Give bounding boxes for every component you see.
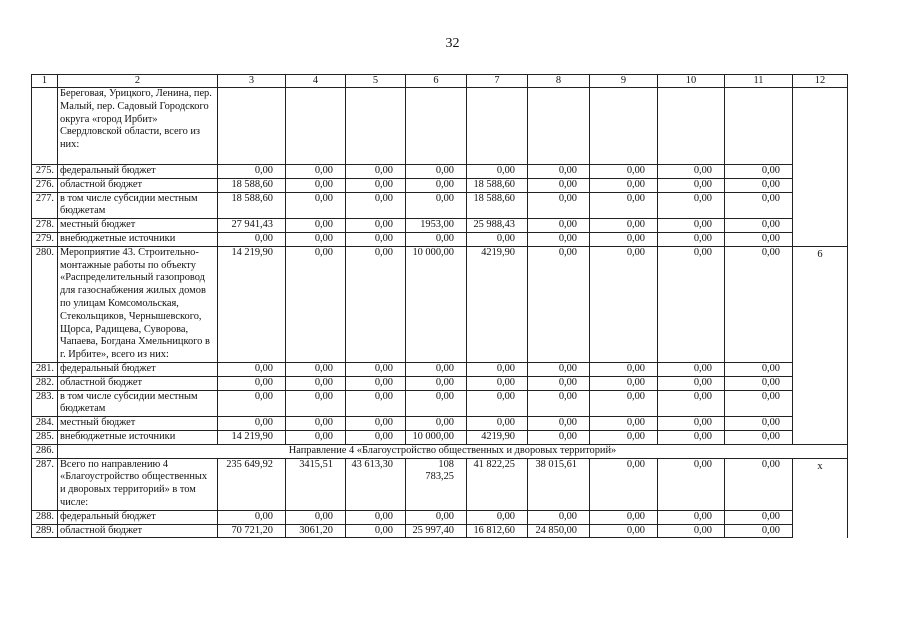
- header-cell: 2: [58, 75, 218, 88]
- value-cell: 0,00: [467, 232, 528, 246]
- row-label: внебюджетные источники: [58, 430, 218, 444]
- value-cell: 0,00: [528, 376, 590, 390]
- value-cell: 0,00: [725, 376, 793, 390]
- value-cell: 38 015,61: [528, 458, 590, 510]
- value-cell: 0,00: [658, 178, 725, 192]
- value-cell: 0,00: [406, 376, 467, 390]
- row-label: федеральный бюджет: [58, 165, 218, 179]
- value-cell: 0,00: [725, 524, 793, 538]
- value-cell: 0,00: [346, 246, 406, 362]
- value-cell: 0,00: [218, 376, 286, 390]
- empty-cell: [793, 165, 848, 179]
- value-cell: 70 721,20: [218, 524, 286, 538]
- value-cell: 0,00: [658, 417, 725, 431]
- section-heading: Направление 4 «Благоустройство общественных и дворовых территорий»: [58, 444, 848, 458]
- value-cell: 0,00: [658, 524, 725, 538]
- empty-cell: [793, 417, 848, 431]
- row-number-cell: 286.: [32, 444, 58, 458]
- header-cell: 11: [725, 75, 793, 88]
- row-number-cell: 275.: [32, 165, 58, 179]
- row-number-cell: 276.: [32, 178, 58, 192]
- table-row: [32, 510, 848, 524]
- row-label: местный бюджет: [58, 219, 218, 233]
- row-label: в том числе субсидии местным бюджетам: [58, 390, 218, 417]
- value-cell: 0,00: [658, 458, 725, 510]
- value-cell: 27 941,43: [218, 219, 286, 233]
- value-cell: 0,00: [286, 376, 346, 390]
- value-cell: 0,00: [658, 246, 725, 362]
- empty-cell: [406, 88, 467, 165]
- value-cell: 0,00: [286, 362, 346, 376]
- value-cell: 14 219,90: [218, 246, 286, 362]
- value-cell: 0,00: [590, 510, 658, 524]
- value-cell: 0,00: [725, 362, 793, 376]
- value-cell: 0,00: [590, 362, 658, 376]
- value-cell: 0,00: [528, 192, 590, 219]
- value-cell: 25 997,40: [406, 524, 467, 538]
- table-row: [32, 376, 848, 390]
- value-cell: 0,00: [725, 192, 793, 219]
- value-cell: 0,00: [725, 232, 793, 246]
- row-label: федеральный бюджет: [58, 362, 218, 376]
- empty-cell: [793, 510, 848, 524]
- page-number: 32: [445, 36, 460, 51]
- value-cell: 24 850,00: [528, 524, 590, 538]
- value-cell: 18 588,60: [467, 192, 528, 219]
- table-row: [32, 458, 848, 510]
- header-cell: 7: [467, 75, 528, 88]
- value-cell: 10 000,00: [406, 430, 467, 444]
- reference-cell: x: [793, 458, 848, 510]
- value-cell: 4219,90: [467, 246, 528, 362]
- value-cell: 0,00: [725, 178, 793, 192]
- value-cell: 25 988,43: [467, 219, 528, 233]
- empty-cell: [286, 88, 346, 165]
- value-cell: 0,00: [406, 165, 467, 179]
- empty-cell: [528, 88, 590, 165]
- value-cell: 0,00: [406, 232, 467, 246]
- value-cell: 3415,51: [286, 458, 346, 510]
- value-cell: 0,00: [346, 178, 406, 192]
- row-label: внебюджетные источники: [58, 232, 218, 246]
- value-cell: 0,00: [218, 417, 286, 431]
- value-cell: 0,00: [286, 178, 346, 192]
- value-cell: 0,00: [346, 430, 406, 444]
- value-cell: 18 588,60: [218, 178, 286, 192]
- table-row: [32, 192, 848, 219]
- header-row: [32, 75, 848, 88]
- header-cell: 8: [528, 75, 590, 88]
- value-cell: 0,00: [346, 376, 406, 390]
- value-cell: 3061,20: [286, 524, 346, 538]
- value-cell: 0,00: [725, 417, 793, 431]
- empty-cell: [793, 232, 848, 246]
- value-cell: 0,00: [406, 178, 467, 192]
- value-cell: 0,00: [286, 510, 346, 524]
- value-cell: 108 783,25: [406, 458, 467, 510]
- table-row: [32, 246, 848, 362]
- value-cell: 0,00: [528, 430, 590, 444]
- empty-cell: [793, 178, 848, 192]
- value-cell: 0,00: [406, 417, 467, 431]
- row-label: местный бюджет: [58, 417, 218, 431]
- value-cell: 0,00: [725, 390, 793, 417]
- row-number-cell: 288.: [32, 510, 58, 524]
- value-cell: 18 588,60: [218, 192, 286, 219]
- value-cell: 0,00: [346, 165, 406, 179]
- value-cell: 0,00: [590, 376, 658, 390]
- value-cell: 0,00: [528, 165, 590, 179]
- row-label: Мероприятие 43. Строительно-монтажные работы по объекту «Распределительный газопровод для газоснабжения жилых домов по улицам Комсомольская, Стекольщиков, Чернышевского, Щорса, Радищева, Суворова, Чапаева, Богдана Хмельницкого в г. Ирбите», всего из них:: [58, 246, 218, 362]
- row-label: областной бюджет: [58, 524, 218, 538]
- value-cell: 0,00: [286, 165, 346, 179]
- value-cell: 0,00: [286, 219, 346, 233]
- empty-cell: [793, 524, 848, 538]
- header-cell: 10: [658, 75, 725, 88]
- value-cell: 0,00: [346, 524, 406, 538]
- table-row: [32, 219, 848, 233]
- value-cell: 0,00: [467, 376, 528, 390]
- value-cell: 41 822,25: [467, 458, 528, 510]
- header-cell: 4: [286, 75, 346, 88]
- table-row: [32, 362, 848, 376]
- value-cell: 16 812,60: [467, 524, 528, 538]
- value-cell: 0,00: [286, 430, 346, 444]
- continuation-description: Береговая, Урицкого, Ленина, пер. Малый, пер. Садовый Городского округа «город Ирбит» Свердловской области, всего из них:: [58, 88, 218, 165]
- reference-cell: 6: [793, 246, 848, 362]
- value-cell: 0,00: [346, 510, 406, 524]
- value-cell: 0,00: [286, 417, 346, 431]
- row-number-cell: 280.: [32, 246, 58, 362]
- header-cell: 6: [406, 75, 467, 88]
- value-cell: 0,00: [725, 458, 793, 510]
- value-cell: 0,00: [658, 165, 725, 179]
- value-cell: 0,00: [467, 165, 528, 179]
- row-number-cell: 278.: [32, 219, 58, 233]
- value-cell: 0,00: [590, 246, 658, 362]
- empty-cell: [725, 88, 793, 165]
- value-cell: 0,00: [467, 390, 528, 417]
- value-cell: 0,00: [590, 232, 658, 246]
- header-cell: 5: [346, 75, 406, 88]
- value-cell: 14 219,90: [218, 430, 286, 444]
- header-cell: 3: [218, 75, 286, 88]
- empty-cell: [218, 88, 286, 165]
- value-cell: 0,00: [725, 246, 793, 362]
- table-row: [32, 165, 848, 179]
- empty-cell: [658, 88, 725, 165]
- value-cell: 0,00: [218, 362, 286, 376]
- value-cell: 0,00: [346, 232, 406, 246]
- value-cell: 10 000,00: [406, 246, 467, 362]
- value-cell: 0,00: [590, 524, 658, 538]
- value-cell: 0,00: [528, 362, 590, 376]
- value-cell: 0,00: [528, 232, 590, 246]
- row-number-cell: 283.: [32, 390, 58, 417]
- row-number-cell: 279.: [32, 232, 58, 246]
- row-number-cell: 284.: [32, 417, 58, 431]
- value-cell: 18 588,60: [467, 178, 528, 192]
- value-cell: 0,00: [528, 246, 590, 362]
- value-cell: 0,00: [286, 246, 346, 362]
- value-cell: 0,00: [406, 390, 467, 417]
- value-cell: 0,00: [528, 219, 590, 233]
- value-cell: 4219,90: [467, 430, 528, 444]
- row-number-cell: 281.: [32, 362, 58, 376]
- empty-cell: [793, 390, 848, 417]
- empty-cell: [793, 376, 848, 390]
- value-cell: 0,00: [590, 458, 658, 510]
- value-cell: 0,00: [406, 510, 467, 524]
- table-row: [32, 430, 848, 444]
- value-cell: 0,00: [658, 390, 725, 417]
- value-cell: 0,00: [346, 362, 406, 376]
- value-cell: 0,00: [590, 192, 658, 219]
- value-cell: 0,00: [467, 362, 528, 376]
- row-label: Всего по направлению 4 «Благоустройство общественных и дворовых территорий» в том числе:: [58, 458, 218, 510]
- table-row: [32, 232, 848, 246]
- value-cell: 0,00: [528, 417, 590, 431]
- value-cell: 0,00: [346, 219, 406, 233]
- value-cell: 0,00: [218, 390, 286, 417]
- empty-cell: [467, 88, 528, 165]
- value-cell: 0,00: [528, 390, 590, 417]
- row-number-cell: 277.: [32, 192, 58, 219]
- table-row: [32, 444, 848, 458]
- header-cell: 1: [32, 75, 58, 88]
- value-cell: 0,00: [286, 390, 346, 417]
- row-label: областной бюджет: [58, 376, 218, 390]
- value-cell: 0,00: [590, 219, 658, 233]
- empty-cell: [793, 219, 848, 233]
- value-cell: 0,00: [658, 192, 725, 219]
- value-cell: 0,00: [658, 232, 725, 246]
- value-cell: 0,00: [406, 192, 467, 219]
- table-row: [32, 524, 848, 538]
- value-cell: 1953,00: [406, 219, 467, 233]
- empty-cell: [793, 88, 848, 165]
- value-cell: 0,00: [725, 165, 793, 179]
- value-cell: 0,00: [346, 192, 406, 219]
- value-cell: 0,00: [658, 362, 725, 376]
- value-cell: 0,00: [218, 232, 286, 246]
- value-cell: 0,00: [590, 165, 658, 179]
- table-row: [32, 178, 848, 192]
- value-cell: 0,00: [590, 390, 658, 417]
- value-cell: 0,00: [528, 510, 590, 524]
- value-cell: 0,00: [286, 232, 346, 246]
- empty-cell: [793, 430, 848, 444]
- value-cell: 0,00: [406, 362, 467, 376]
- value-cell: 0,00: [346, 417, 406, 431]
- value-cell: 0,00: [467, 417, 528, 431]
- row-label: областной бюджет: [58, 178, 218, 192]
- row-number-cell: 282.: [32, 376, 58, 390]
- value-cell: 0,00: [590, 430, 658, 444]
- empty-cell: [590, 88, 658, 165]
- value-cell: 0,00: [725, 430, 793, 444]
- empty-cell: [793, 362, 848, 376]
- empty-cell: [346, 88, 406, 165]
- value-cell: 43 613,30: [346, 458, 406, 510]
- row-number-cell: 285.: [32, 430, 58, 444]
- value-cell: 0,00: [467, 510, 528, 524]
- value-cell: 0,00: [218, 165, 286, 179]
- budget-table: [31, 74, 848, 538]
- value-cell: 0,00: [725, 510, 793, 524]
- value-cell: 0,00: [218, 510, 286, 524]
- value-cell: 0,00: [286, 192, 346, 219]
- header-cell: 12: [793, 75, 848, 88]
- row-label: федеральный бюджет: [58, 510, 218, 524]
- value-cell: 0,00: [346, 390, 406, 417]
- row-number-cell: [32, 88, 58, 165]
- value-cell: 0,00: [725, 219, 793, 233]
- value-cell: 0,00: [658, 510, 725, 524]
- row-number-cell: 289.: [32, 524, 58, 538]
- value-cell: 0,00: [658, 376, 725, 390]
- empty-cell: [793, 192, 848, 219]
- value-cell: 0,00: [658, 219, 725, 233]
- value-cell: 0,00: [658, 430, 725, 444]
- continuation-row: [32, 88, 848, 165]
- value-cell: 0,00: [590, 178, 658, 192]
- value-cell: 0,00: [528, 178, 590, 192]
- table-row: [32, 390, 848, 417]
- row-label: в том числе субсидии местным бюджетам: [58, 192, 218, 219]
- table-row: [32, 417, 848, 431]
- header-cell: 9: [590, 75, 658, 88]
- value-cell: 0,00: [590, 417, 658, 431]
- row-number-cell: 287.: [32, 458, 58, 510]
- value-cell: 235 649,92: [218, 458, 286, 510]
